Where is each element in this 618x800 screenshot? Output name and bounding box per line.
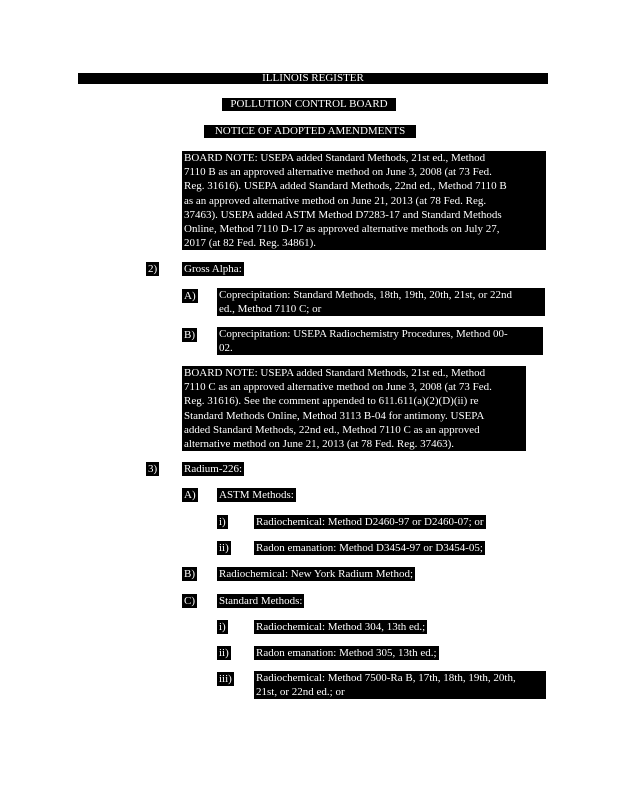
- board-title: POLLUTION CONTROL BOARD: [222, 98, 396, 111]
- note-line: 37463). USEPA added ASTM Method D7283-17 and Standard Methods: [184, 208, 502, 221]
- note-line: as an approved alternative method on June 21, 2013 (at 78 Fed. Reg.: [184, 194, 487, 207]
- method-entry: Radon emanation: Method D3454-97 or D3454-05;: [256, 542, 483, 554]
- item-number: 2): [148, 263, 158, 275]
- method-entry: [217, 288, 545, 316]
- note-line: 7110 C as an approved alternative method on June 3, 2008 (at 73 Fed.: [184, 381, 492, 394]
- entry-line: Radiochemical: Method 7500-Ra B, 17th, 18th, 19th, 20th,: [256, 672, 516, 684]
- item-letter: A): [184, 290, 196, 302]
- section-heading: Gross Alpha:: [184, 263, 242, 275]
- item-letter: B): [184, 568, 195, 580]
- method-entry: Radiochemical: New York Radium Method;: [219, 568, 414, 580]
- note-line: Reg. 31616). USEPA added Standard Methods, 22nd ed., Method 7110 B: [184, 180, 507, 193]
- note-line: Standard Methods Online, Method 3113 B-04 for antimony. USEPA: [184, 409, 485, 422]
- method-entry: Radon emanation: Method 305, 13th ed.;: [256, 647, 437, 659]
- note-line: 2017 (at 82 Fed. Reg. 34861).: [184, 237, 316, 250]
- method-entry: [254, 671, 546, 699]
- method-entry: Radiochemical: Method D2460-97 or D2460-07; or: [256, 516, 484, 528]
- entry-line: ed., Method 7110 C; or: [219, 303, 322, 316]
- item-roman: i): [219, 621, 226, 633]
- item-roman: i): [219, 516, 226, 528]
- section-heading: Radium-226:: [184, 463, 243, 475]
- item-roman: ii): [219, 542, 229, 554]
- item-roman: ii): [219, 647, 229, 659]
- notice-title: NOTICE OF ADOPTED AMENDMENTS: [204, 125, 416, 138]
- note-line: BOARD NOTE: USEPA added Standard Methods, 21st ed., Method: [184, 367, 486, 379]
- board-note-1: [182, 151, 546, 250]
- item-letter: B): [184, 329, 195, 341]
- item-number: 3): [148, 463, 158, 475]
- note-line: Reg. 31616). See the comment appended to 611.611(a)(2)(D)(ii) re: [184, 395, 479, 408]
- board-note-2: [182, 366, 526, 451]
- sub-heading: ASTM Methods:: [219, 489, 294, 501]
- method-entry: Radiochemical: Method 304, 13th ed.;: [256, 621, 426, 633]
- item-letter: C): [184, 595, 195, 607]
- note-line: 7110 B as an approved alternative method on June 3, 2008 (at 73 Fed.: [184, 166, 492, 179]
- note-line: Online, Method 7110 D-17 as approved alternative methods on July 27,: [184, 223, 500, 236]
- note-line: BOARD NOTE: USEPA added Standard Methods, 21st ed., Method: [184, 152, 486, 164]
- entry-line: Coprecipitation: Standard Methods, 18th, 19th, 20th, 21st, or 22nd: [219, 289, 513, 301]
- item-letter: A): [184, 489, 196, 501]
- entry-line: 02.: [219, 342, 233, 355]
- entry-line: 21st, or 22nd ed.; or: [256, 686, 345, 699]
- item-roman: iii): [219, 673, 232, 685]
- entry-line: Coprecipitation: USEPA Radiochemistry Procedures, Method 00-: [219, 328, 508, 340]
- note-line: added Standard Methods, 22nd ed., Method 7110 C as an approved: [184, 423, 480, 436]
- register-title: ILLINOIS REGISTER: [262, 72, 364, 84]
- note-line: alternative method on June 21, 2013 (at 78 Fed. Reg. 37463).: [184, 438, 455, 451]
- method-entry: [217, 327, 543, 355]
- sub-heading: Standard Methods:: [219, 595, 303, 607]
